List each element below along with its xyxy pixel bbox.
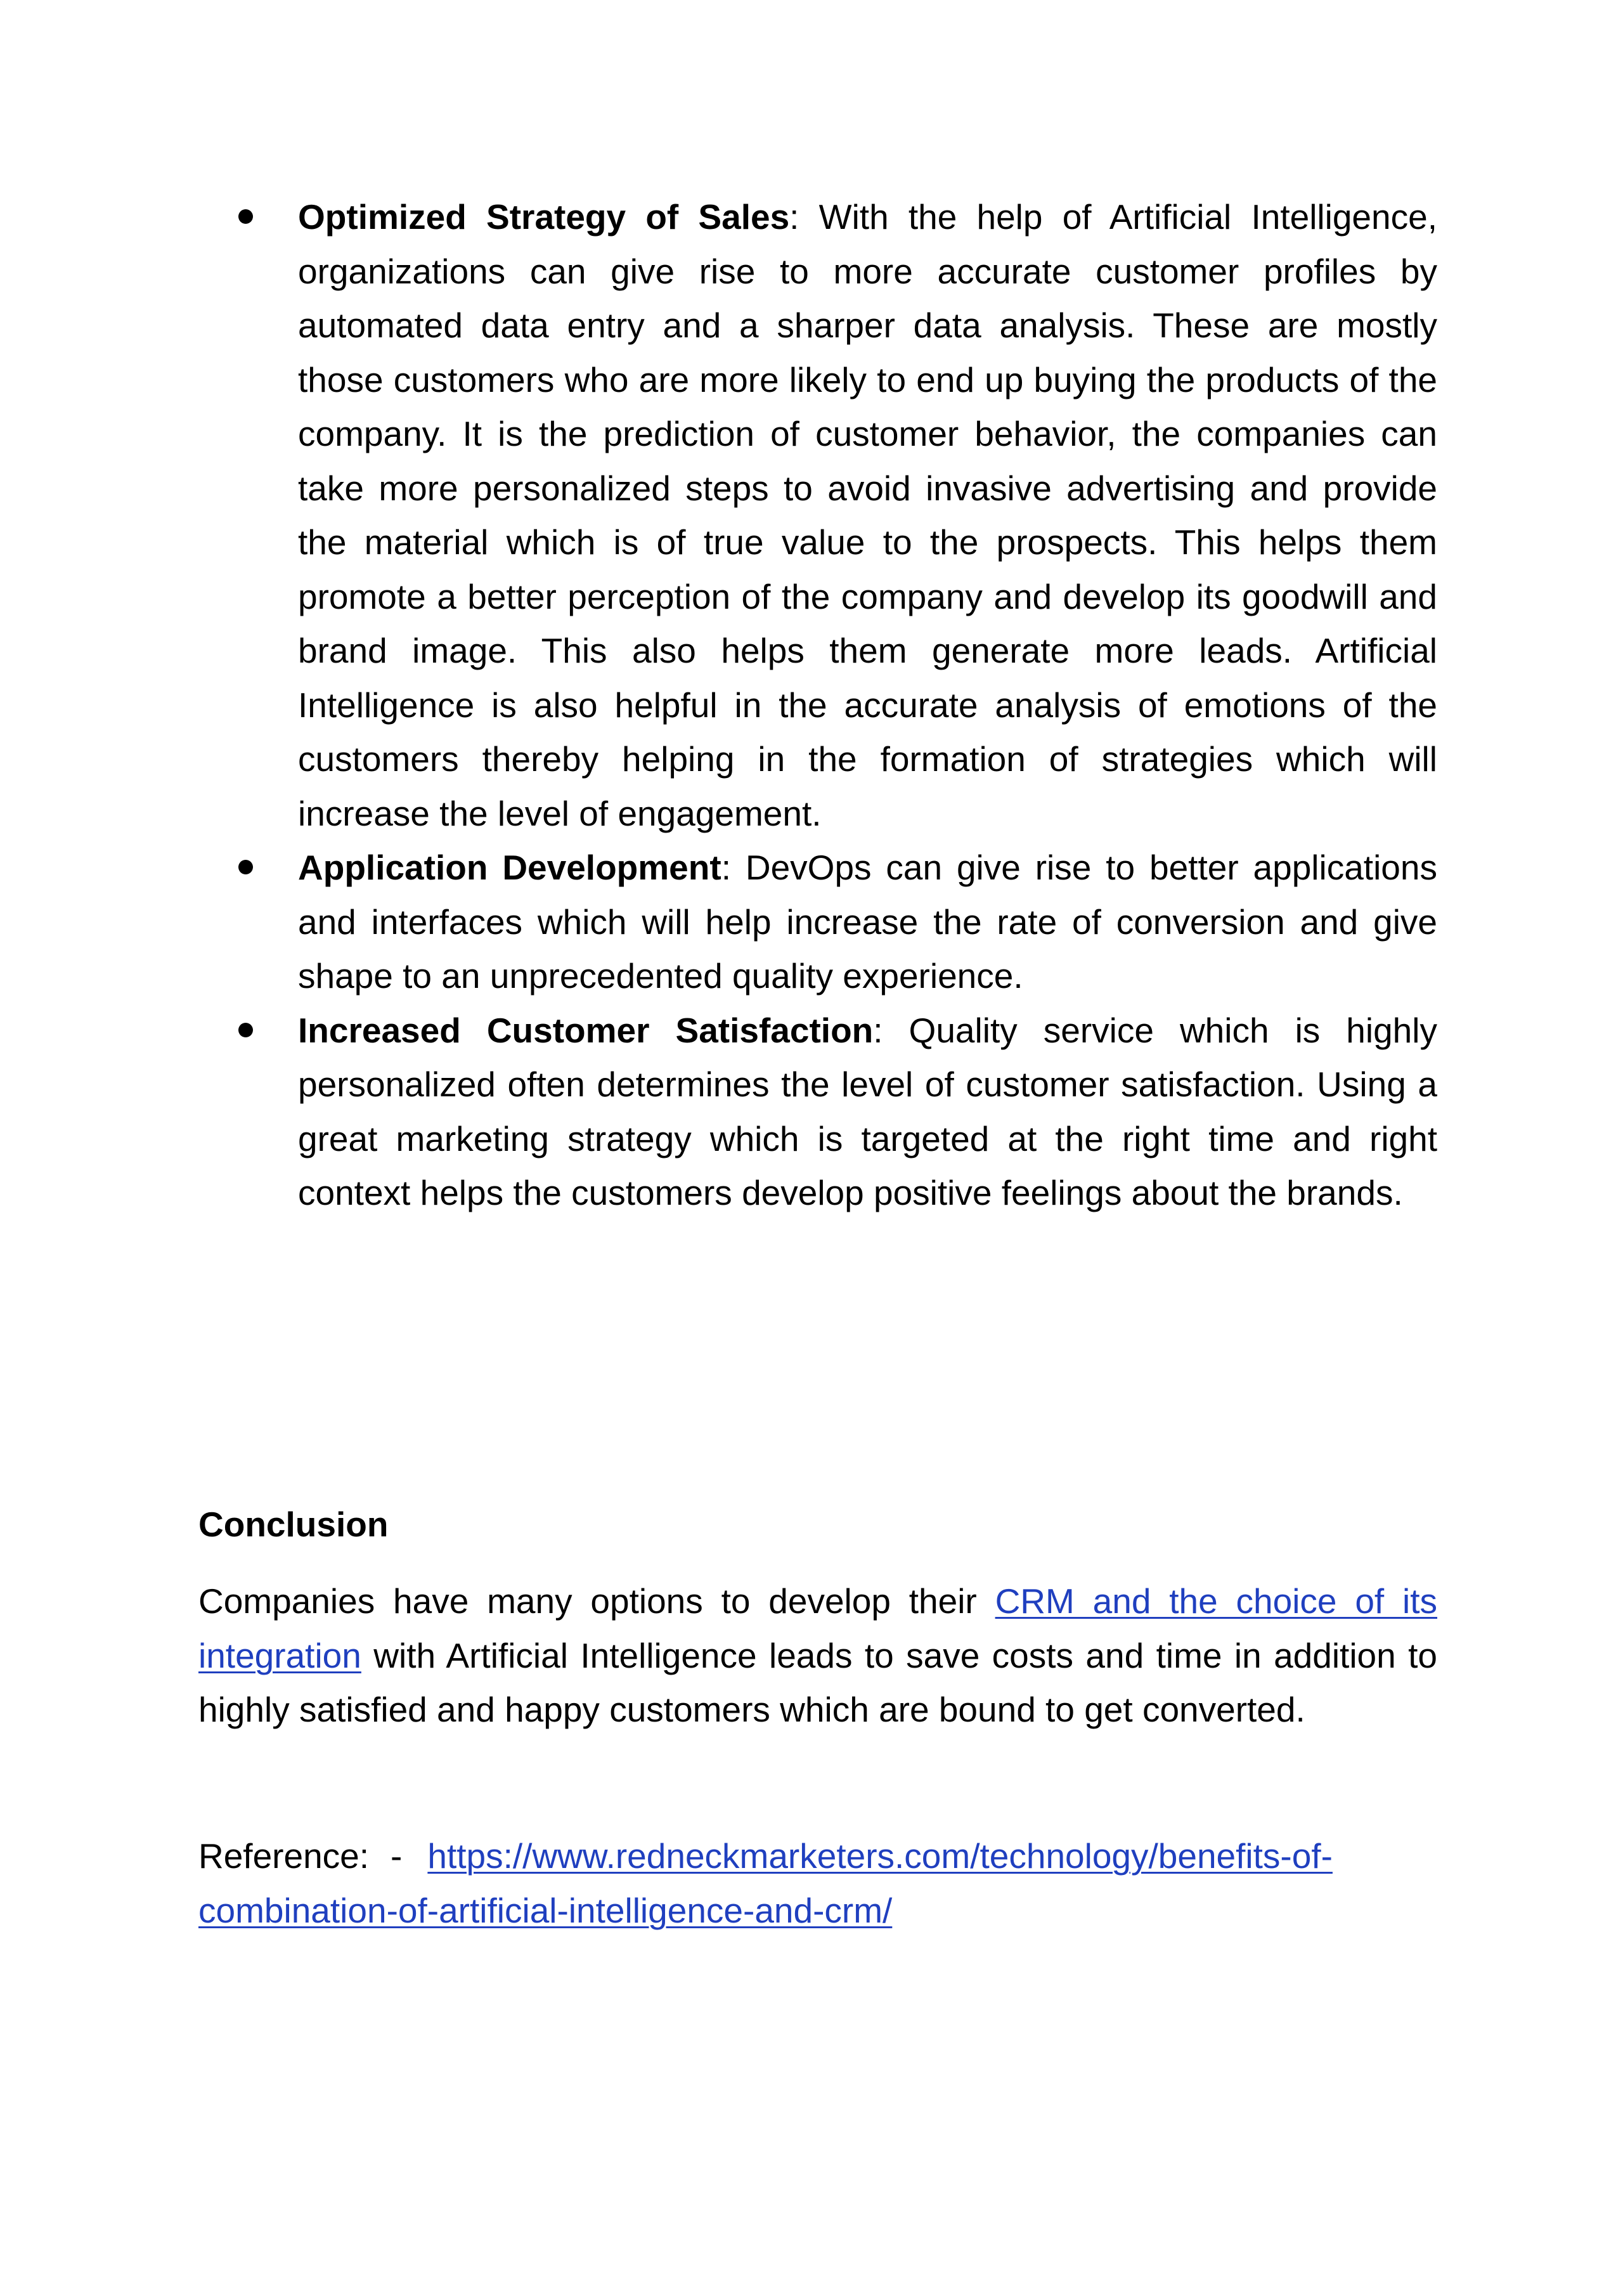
crm-integration-link[interactable]: CRM and the choice of its integration [198,1581,1438,1675]
reference-label: Reference: [198,1836,370,1876]
reference-dash: - [391,1836,403,1876]
bullet-colon: : [789,197,799,237]
bullet-colon: : [873,1010,883,1050]
benefits-bullet-list [198,190,1437,1221]
reference-url-link[interactable]: https://www.redneckmarketers.com/technology/benefits-of-combination-of-artificial-intelligence-and-crm/ [198,1836,1333,1930]
conclusion-text-before-link: Companies have many options to develop their [198,1581,995,1621]
list-item [298,1004,1437,1221]
bullet-text: Quality service which is highly personalized often determines the level of customer satisfaction. Using a great marketing strategy which is targeted at the right time and right context helps the customers develop positive feelings about the brands. [298,1010,1437,1212]
conclusion-text-after-link: with Artificial Intelligence leads to save costs and time in addition to highly satisfied and happy customers which are bound to get converted. [198,1635,1437,1729]
bullet-term: Optimized Strategy of Sales [298,197,790,237]
page-content [198,190,1438,1930]
bullet-term: Increased Customer Satisfaction [298,1010,874,1050]
list-item [298,190,1437,841]
conclusion-paragraph [198,1574,1437,1737]
bullet-text: DevOps can give rise to better applications and interfaces which will help increase the rate of conversion and give shape to an unprecedented quality experience. [298,848,1437,996]
bullet-term: Application Development [298,848,721,887]
conclusion-heading: Conclusion [198,1505,389,1544]
bullet-colon: : [721,848,731,887]
reference-line [198,1829,1437,1938]
bullet-text: With the help of Artificial Intelligence, organizations can give rise to more accurate customer profiles by automated data entry and a sharper data analysis. These are mostly those customers who are more likely to end up buying the products of the company. It is the prediction of customer behavior, the companies can take more personalized steps to avoid invasive advertising and provide the material which is of true value to the prospects. This helps them promote a better perception of the company and develop its goodwill and brand image. This also helps them generate more leads. Artificial Intelligence is also helpful in the accurate analysis of emotions of the customers thereby helping in the formation of strategies which will increase the level of engagement. [298,197,1437,833]
list-item [298,841,1437,1004]
